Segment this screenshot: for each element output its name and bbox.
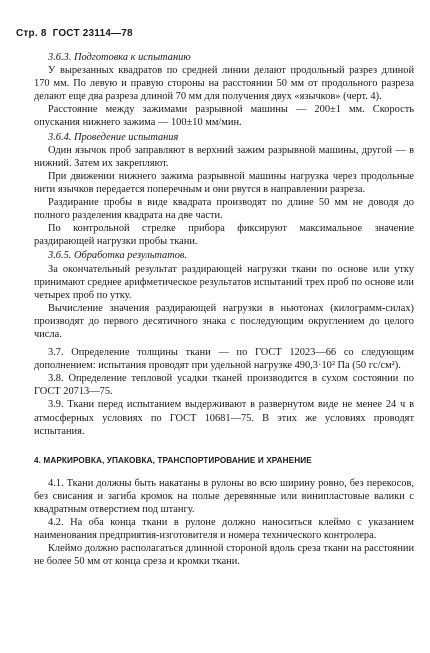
paragraph: 3.7. Определение толщины ткани — по ГОСТ 12023—66 со следующим дополнением: испытания проводят при удельной нагрузке 490,3·10² Па (50 гс/см²). [34, 347, 414, 372]
paragraph: 3.8. Определение тепловой усадки тканей производится в сухом состоянии по ГОСТ 20713—75. [34, 373, 414, 398]
paragraph: За окончательный результат раздирающей нагрузки ткани по основе или утку принимают среднее арифметическое результатов испытаний трех проб по основе или четырех проб по утку. [34, 263, 414, 301]
page-header [16, 28, 133, 39]
paragraph: Вычисление значения раздирающей нагрузки в ньютонах (килограмм-силах) производят до первого десятичного знака с последующим округлением до целого числа. [34, 302, 414, 340]
paragraph: 4.2. На оба конца ткани в рулоне должно наноситься клеймо с указанием наименования предприятия-изготовителя и номера технического контролера. [34, 517, 414, 542]
document-body [34, 50, 414, 568]
section-heading: 4. МАРКИРОВКА, УПАКОВКА, ТРАНСПОРТИРОВАНИЕ И ХРАНЕНИЕ [34, 455, 312, 465]
paragraph: Расстояние между зажимами разрывной машины — 200±1 мм. Скорость опускания нижнего зажима — 100±10 мм/мин. [34, 104, 414, 129]
subsection-heading: 3.6.3. Подготовка к испытанию [48, 52, 191, 63]
paragraph: Клеймо должно располагаться длинной стороной вдоль среза ткани на расстоянии не более 50 мм от конца среза и кромки ткани. [34, 543, 414, 568]
paragraph: 3.9. Ткани перед испытанием выдерживают в развернутом виде не менее 24 ч в атмосферных условиях по ГОСТ 10681—75. В этих же условиях проводят испытания. [34, 399, 414, 437]
paragraph: Один язычок проб заправляют в верхний зажим разрывной машины, другой — в нижний. Затем их закрепляют. [34, 144, 414, 169]
paragraph: Раздирание пробы в виде квадрата производят по длине 50 мм не доводя до полного разделения квадрата на две части. [34, 197, 414, 222]
page-number: 8 [40, 28, 47, 39]
paragraph: При движении нижнего зажима разрывной машины нагрузка через продольные нити язычков передается поперечным и они рвутся в направлении разреза. [34, 170, 414, 195]
page-prefix: Стр. [16, 28, 38, 39]
subsection-heading: 3.6.5. Обработка результатов. [48, 250, 188, 262]
paragraph: 4.1. Ткани должны быть накатаны в рулоны во всю ширину ровно, без перекосов, без свисания и загиба кромок на полые деревянные или винипластовые валики с квадратным отверстием под штангу. [34, 477, 414, 515]
paragraph: У вырезанных квадратов по средней линии делают продольный разрез длиной 170 мм. По левую и правую стороны на расстоянии 50 мм от продольного разреза делают еще два разреза длиной 70 мм для получения двух «язычков» (черт. 4). [34, 65, 414, 103]
subsection-heading: 3.6.4. Проведение испытания [48, 131, 179, 143]
paragraph: По контрольной стрелке прибора фиксируют максимальное значение раздирающей нагрузки пробы ткани. [34, 223, 414, 248]
standard-number: ГОСТ 23114—78 [52, 28, 133, 39]
